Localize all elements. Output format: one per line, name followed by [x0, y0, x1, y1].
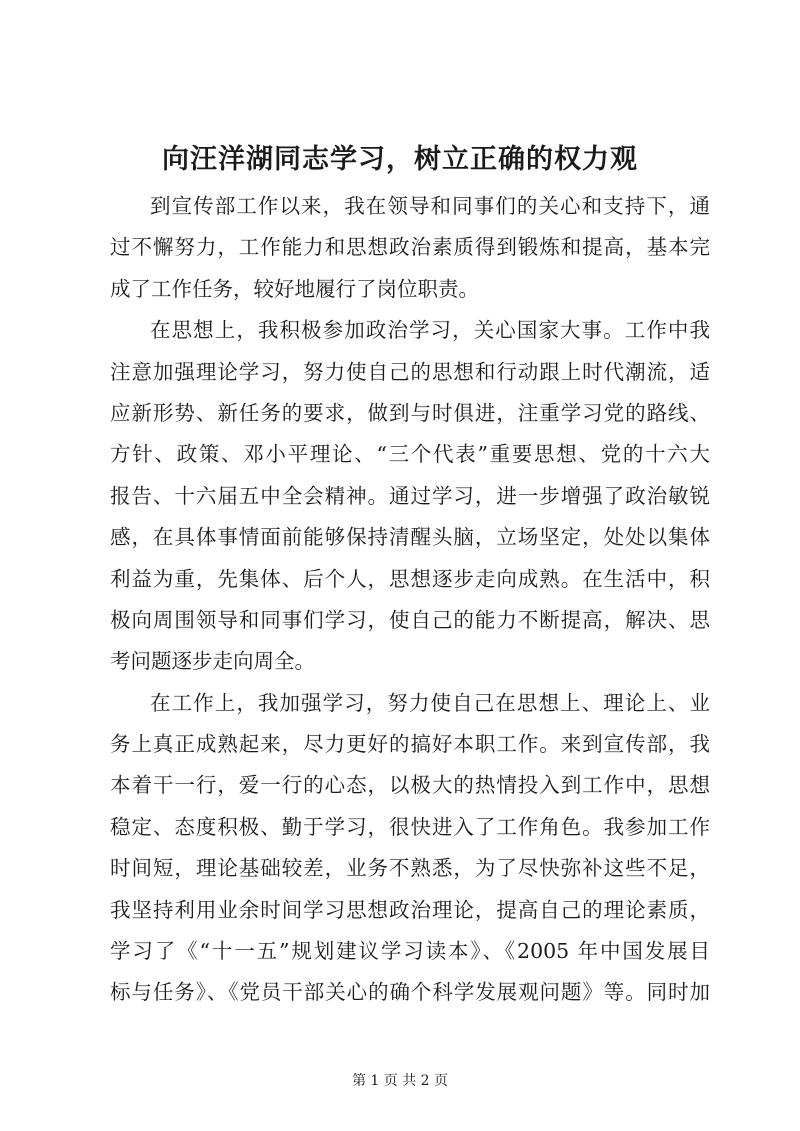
document-body	[110, 186, 710, 1014]
text-line: 时间短，理论基础较差，业务不熟悉，为了尽快弥补这些不足，	[110, 856, 710, 881]
text-line: 极向周围领导和同事们学习，使自己的能力不断提高，解决、思	[110, 607, 710, 632]
text-line: 在工作上，我加强学习，努力使自己在思想上、理论上、业	[150, 690, 710, 715]
text-line: 务上真正成熟起来，尽力更好的搞好本职工作。来到宣传部，我	[110, 732, 710, 757]
page-number-footer: 第 1 页 共 2 页	[351, 1073, 449, 1089]
text-line: 成了工作任务，较好地履行了岗位职责。	[110, 276, 479, 301]
text-line: 感，在具体事情面前能够保持清醒头脑，立场坚定，处处以集体	[110, 525, 710, 550]
text-line: 稳定、态度积极、勤于学习，很快进入了工作角色。我参加工作	[110, 814, 710, 839]
text-line: 学习了《“十一五”规划建议学习读本》、《2005 年中国发展目	[110, 939, 710, 964]
text-line: 标与任务》、《党员干部关心的确个科学发展观问题》等。同时加	[110, 980, 710, 1005]
document-title: 向汪洋湖同志学习，树立正确的权力观	[162, 144, 638, 175]
text-line: 方针、政策、邓小平理论、“三个代表”重要思想、党的十六大	[110, 442, 710, 467]
text-line: 报告、十六届五中全会精神。通过学习，进一步增强了政治敏锐	[110, 483, 710, 508]
text-line: 注意加强理论学习，努力使自己的思想和行动跟上时代潮流，适	[110, 359, 710, 384]
text-line: 到宣传部工作以来，我在领导和同事们的关心和支持下，通	[150, 194, 710, 218]
text-line: 本着干一行，爱一行的心态，以极大的热情投入到工作中，思想	[110, 773, 710, 798]
text-line: 过不懈努力，工作能力和思想政治素质得到锻炼和提高，基本完	[110, 235, 710, 260]
text-line: 考问题逐步走向周全。	[110, 649, 315, 674]
text-line: 应新形势、新任务的要求，做到与时俱进，注重学习党的路线、	[110, 400, 710, 425]
text-line: 利益为重，先集体、后个人，思想逐步走向成熟。在生活中，积	[110, 566, 710, 591]
text-line: 我坚持利用业余时间学习思想政治理论，提高自己的理论素质，	[110, 897, 710, 922]
text-line: 在思想上，我积极参加政治学习，关心国家大事。工作中我	[150, 318, 710, 343]
